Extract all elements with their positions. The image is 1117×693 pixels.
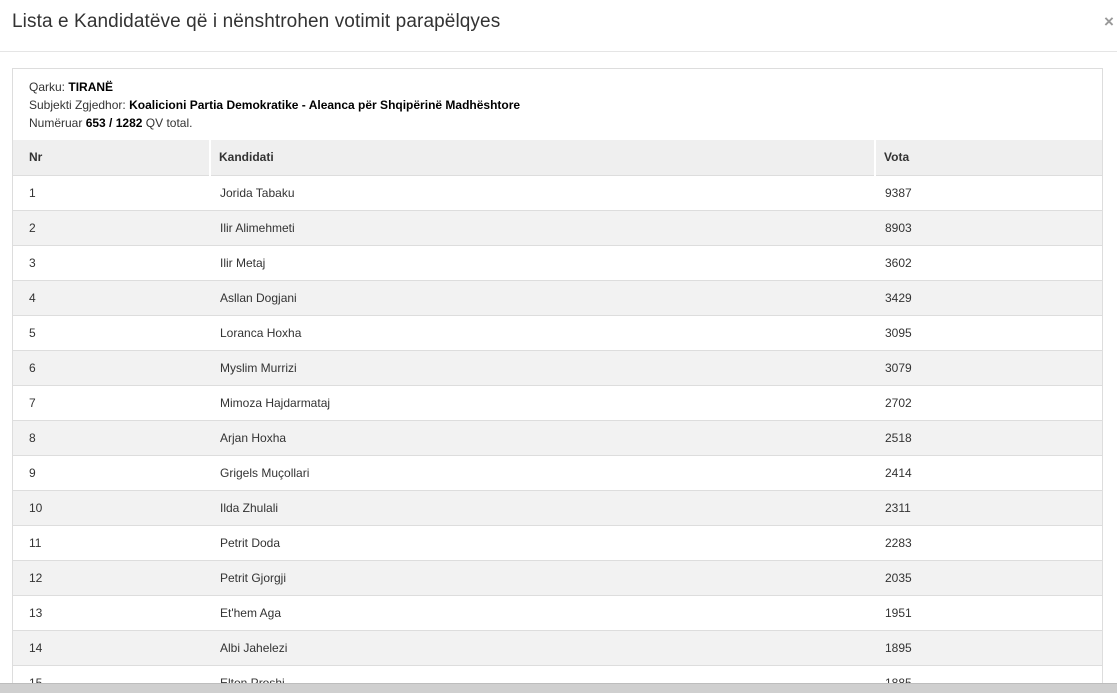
- cell-nr: 4: [29, 290, 36, 305]
- cell-kandidati: Asllan Dogjani: [220, 290, 297, 305]
- header-vota[interactable]: Vota: [875, 140, 1102, 175]
- close-icon[interactable]: ×: [1104, 12, 1114, 31]
- numeruar-suffix: QV total.: [145, 116, 193, 130]
- cell-kandidati: Ilda Zhulali: [220, 500, 279, 515]
- cell-vota: 8903: [885, 220, 912, 235]
- cell-nr: 5: [29, 325, 36, 340]
- subjekti-label: Subjekti Zgjedhor:: [29, 98, 126, 112]
- cell-nr: 1: [29, 185, 36, 200]
- cell-kandidati: Ilir Metaj: [220, 255, 266, 270]
- cell-kandidati: Myslim Murrizi: [220, 360, 297, 375]
- cell-kandidati: Albi Jahelezi: [220, 640, 288, 655]
- cell-nr: 2: [29, 220, 36, 235]
- cell-nr: 7: [29, 395, 36, 410]
- cell-kandidati: Petrit Gjorgji: [220, 570, 287, 585]
- table-row: [13, 210, 1102, 245]
- table-row: [13, 385, 1102, 420]
- subjekti-value: Koalicioni Partia Demokratike - Aleanca për Shqipërinë Madhështore: [129, 98, 521, 112]
- table-body: [13, 175, 1102, 693]
- table-row: [13, 560, 1102, 595]
- cell-nr: 14: [29, 640, 43, 655]
- table-row: [13, 455, 1102, 490]
- cell-vota: 2702: [885, 395, 912, 410]
- table-row: [13, 175, 1102, 210]
- cell-vota: 2283: [885, 535, 912, 550]
- header-nr[interactable]: Nr: [29, 150, 43, 165]
- table-row: [13, 280, 1102, 315]
- cell-nr: 13: [29, 605, 43, 620]
- cell-nr: 6: [29, 360, 36, 375]
- table-row: [13, 315, 1102, 350]
- cell-vota: 3079: [885, 360, 912, 375]
- cell-vota: 2518: [885, 430, 912, 445]
- cell-vota: 3602: [885, 255, 912, 270]
- cell-nr: 12: [29, 570, 43, 585]
- qarku-value: TIRANË: [68, 80, 114, 94]
- cell-vota: 3429: [885, 290, 912, 305]
- cell-nr: 11: [29, 535, 42, 550]
- cell-vota: 2311: [885, 500, 911, 515]
- qarku-label: Qarku:: [29, 80, 66, 94]
- numeruar-value: 653 / 1282: [85, 116, 143, 130]
- info-block: [29, 78, 520, 132]
- numeruar-line: [29, 114, 520, 132]
- cell-vota: 2414: [885, 465, 912, 480]
- cell-kandidati: Mimoza Hajdarmataj: [220, 395, 331, 410]
- cell-nr: 10: [29, 500, 43, 515]
- table-row: [13, 525, 1102, 560]
- subjekti-line: [29, 96, 520, 114]
- cell-kandidati: Petrit Doda: [220, 535, 281, 550]
- cell-nr: 9: [29, 465, 36, 480]
- cell-kandidati: Loranca Hoxha: [220, 325, 302, 340]
- cell-kandidati: Ilir Alimehmeti: [220, 220, 295, 235]
- table-row: [13, 490, 1102, 525]
- table-row: [13, 350, 1102, 385]
- cell-kandidati: Arjan Hoxha: [220, 430, 287, 445]
- qarku-line: [29, 78, 520, 96]
- table-header-row: [13, 140, 1102, 175]
- numeruar-label: Numëruar: [29, 116, 83, 130]
- cell-kandidati: Jorida Tabaku: [220, 185, 295, 200]
- modal-header: [0, 0, 1117, 52]
- table-row: [13, 630, 1102, 665]
- candidates-table: [13, 140, 1102, 693]
- table-row: [13, 595, 1102, 630]
- cell-vota: 9387: [885, 185, 912, 200]
- cell-nr: 8: [29, 430, 36, 445]
- modal-title: Lista e Kandidatëve që i nënshtrohen votimit parapëlqyes: [12, 11, 501, 32]
- cell-vota: 1951: [885, 605, 912, 620]
- cell-vota: 2035: [885, 570, 912, 585]
- table-row: [13, 420, 1102, 455]
- horizontal-scrollbar[interactable]: [0, 683, 1117, 693]
- cell-vota: 3095: [885, 325, 912, 340]
- cell-vota: 1895: [885, 640, 912, 655]
- results-panel: [12, 68, 1103, 693]
- table-row: [13, 245, 1102, 280]
- cell-kandidati: Grigels Muçollari: [220, 465, 310, 480]
- cell-kandidati: Et'hem Aga: [220, 605, 281, 620]
- cell-nr: 3: [29, 255, 36, 270]
- header-kandidati[interactable]: Kandidati: [210, 140, 875, 175]
